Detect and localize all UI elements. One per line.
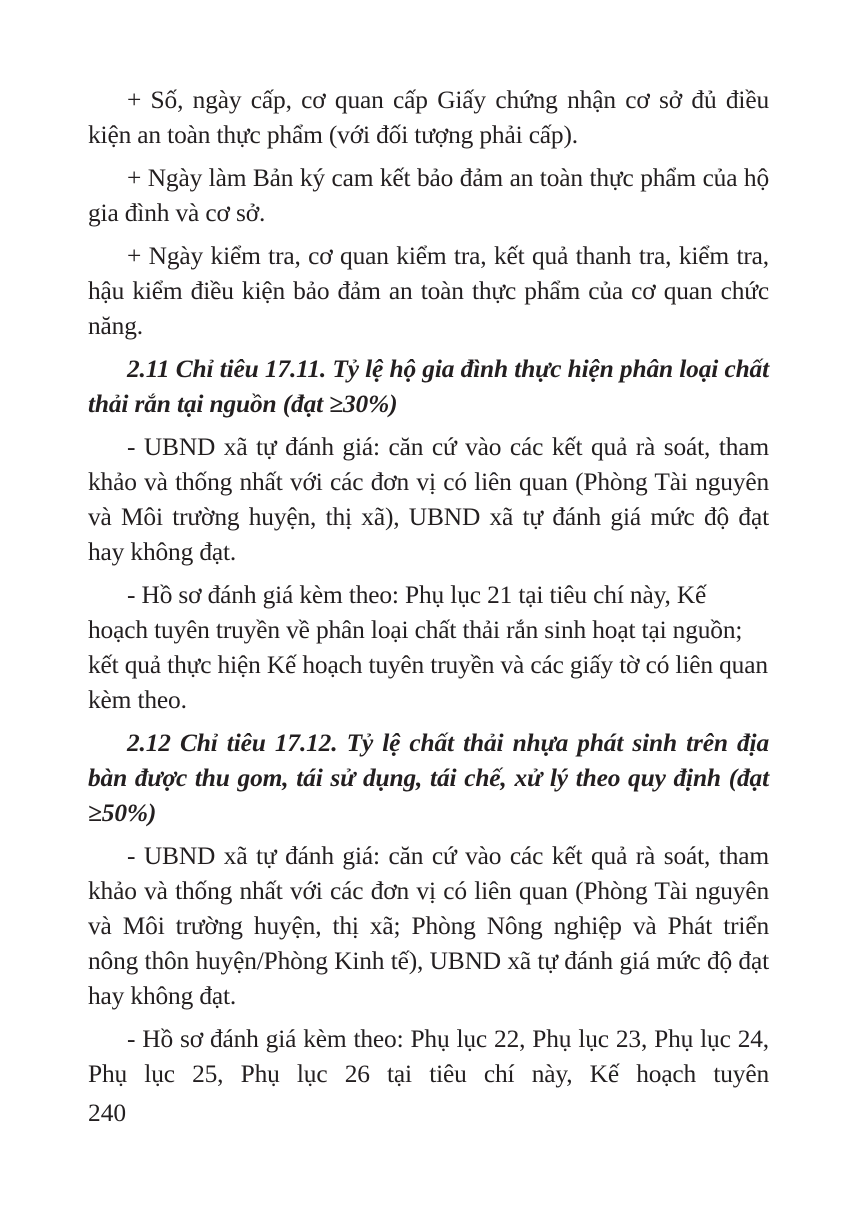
paragraph-dossier-2-12: - Hồ sơ đánh giá kèm theo: Phụ lục 22, Phụ lục 23, Phụ lục 24, Phụ lục 25, Phụ lục 26 tại tiêu chí này, Kế hoạch tuyên xyxy=(88,1025,769,1088)
paragraph-self-assessment-2-12: - UBND xã tự đánh giá: căn cứ vào các kết quả rà soát, tham khảo và thống nhất với các đơn vị có liên quan (Phòng Tài nguyên và Môi trường huyện, thị xã; Phòng Nông nghiệp và Phát triển nông thôn huyện/Phòng Kinh tế), UBND xã tự đánh giá mức độ đạt hay không đạt. xyxy=(88,842,769,1010)
paragraph-commitment-date: + Ngày làm Bản ký cam kết bảo đảm an toàn thực phẩm của hộ gia đình và cơ sở. xyxy=(88,164,769,227)
paragraph-dossier-2-11: - Hồ sơ đánh giá kèm theo: Phụ lục 21 tại tiêu chí này, Kế hoạch tuyên truyền về phân loại chất thải rắn sinh hoạt tại nguồn; kết quả thực hiện Kế hoạch tuyên truyền và các giấy tờ có liên quan kèm theo. xyxy=(88,581,768,714)
page-body xyxy=(88,83,769,1100)
paragraph-certificate-info: + Số, ngày cấp, cơ quan cấp Giấy chứng nhận cơ sở đủ điều kiện an toàn thực phẩm (với đối tượng phải cấp). xyxy=(88,86,769,149)
section-heading-2-11: 2.11 Chỉ tiêu 17.11. Tỷ lệ hộ gia đình thực hiện phân loại chất thải rắn tại nguồn (đạt ≥30%) xyxy=(88,355,769,418)
paragraph-self-assessment-2-11: - UBND xã tự đánh giá: căn cứ vào các kết quả rà soát, tham khảo và thống nhất với các đơn vị có liên quan (Phòng Tài nguyên và Môi trường huyện, thị xã), UBND xã tự đánh giá mức độ đạt hay không đạt. xyxy=(88,433,769,566)
page-number: 240 xyxy=(88,1099,127,1127)
section-heading-2-12: 2.12 Chỉ tiêu 17.12. Tỷ lệ chất thải nhựa phát sinh trên địa bàn được thu gom, tái sử dụng, tái chế, xử lý theo quy định (đạt ≥50%) xyxy=(88,729,769,827)
paragraph-inspection-info: + Ngày kiểm tra, cơ quan kiểm tra, kết quả thanh tra, kiểm tra, hậu kiểm điều kiện bảo đảm an toàn thực phẩm của cơ quan chức năng. xyxy=(88,242,769,340)
